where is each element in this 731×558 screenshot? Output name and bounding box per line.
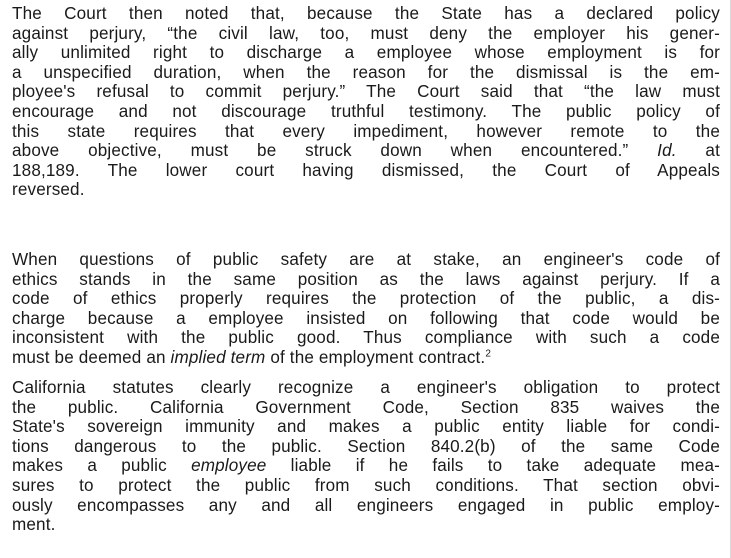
text-segment: ethics stands in the same position as the laws against perjury. If a xyxy=(12,269,720,289)
text-segment: ously encompasses any and all engineers engaged in public employ- xyxy=(12,495,720,515)
text-segment: makes a public xyxy=(12,456,192,476)
italic-text: Id. xyxy=(657,141,677,161)
text-line xyxy=(12,417,720,437)
text-line xyxy=(12,270,720,290)
text-segment: sures to protect the public from such conditions. That section obvi- xyxy=(12,475,720,495)
text-line xyxy=(12,141,720,161)
text-line xyxy=(12,82,720,102)
text-line xyxy=(12,378,720,398)
text-line xyxy=(12,43,720,63)
text-segment: reversed. xyxy=(12,180,85,200)
text-segment: encourage and not discourage truthful testimony. The public policy of xyxy=(12,101,720,121)
text-segment: charge because a employee insisted on following that code would be xyxy=(12,308,720,328)
text-line xyxy=(12,289,720,309)
text-line xyxy=(12,398,720,418)
text-line xyxy=(12,309,720,329)
text-segment: ally unlimited right to discharge a employee whose employment is for xyxy=(12,43,720,63)
footnote-marker: 2 xyxy=(485,348,492,360)
text-segment: the public. California Government Code, Section 835 waives the xyxy=(12,397,720,417)
text-segment: ment. xyxy=(12,515,56,535)
text-segment: liable if he fails to take adequate mea- xyxy=(266,456,720,476)
text-segment: at xyxy=(676,141,720,161)
text-segment: a unspecified duration, when the reason for the dismissal is the em- xyxy=(12,62,720,82)
text-segment: inconsistent with the public good. Thus compliance with such a code xyxy=(12,328,720,348)
text-line xyxy=(12,328,720,348)
text-line xyxy=(12,24,720,44)
text-segment: The Court then noted that, because the State has a declared policy xyxy=(12,4,720,23)
text-segment: tions dangerous to the public. Section 840.2(b) of the same Code xyxy=(12,436,720,456)
text-segment: of the employment contract. xyxy=(265,347,486,367)
italic-text: employee xyxy=(191,456,267,476)
text-segment: When questions of public safety are at stake, an engineer's code of xyxy=(12,250,720,269)
paragraph-court-perjury xyxy=(12,4,720,200)
text-segment: code of ethics properly requires the protection of the public, a dis- xyxy=(12,289,720,309)
text-line xyxy=(12,250,720,270)
text-line xyxy=(12,4,720,24)
text-line xyxy=(12,437,720,457)
text-line xyxy=(12,102,720,122)
text-line xyxy=(12,348,720,368)
text-line xyxy=(12,476,720,496)
text-line xyxy=(12,496,720,516)
text-line xyxy=(12,456,720,476)
text-segment: California statutes clearly recognize a engineer's obligation to protect xyxy=(12,378,720,397)
text-segment: must be deemed an xyxy=(12,347,171,367)
text-segment: 188,189. The lower court having dismissed, the Court of Appeals xyxy=(12,160,720,180)
italic-text: implied term xyxy=(170,347,266,367)
text-segment: against perjury, “the civil law, too, must deny the employer his gener- xyxy=(12,23,720,43)
text-line xyxy=(12,180,720,200)
text-line xyxy=(12,515,720,535)
text-line xyxy=(12,122,720,142)
text-line xyxy=(12,63,720,83)
text-segment: this state requires that every impediment, however remote to the xyxy=(12,121,720,141)
paragraph-california-statutes xyxy=(12,378,720,535)
text-line xyxy=(12,161,720,181)
paragraph-engineer-code-of-ethics xyxy=(12,250,720,368)
text-segment: ployee's refusal to commit perjury.” The Court said that “the law must xyxy=(12,82,720,102)
text-segment: State's sovereign immunity and makes a public entity liable for condi- xyxy=(12,417,720,437)
text-segment: above objective, must be struck down when encountered.” xyxy=(12,141,658,161)
